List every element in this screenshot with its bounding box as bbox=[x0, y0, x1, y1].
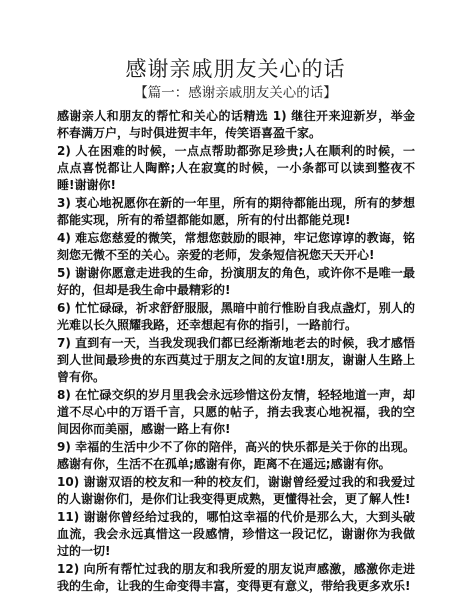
document-body bbox=[57, 108, 415, 596]
paragraph: 8) 在忙碌交织的岁月里我会永远珍惜这份友情，轻轻地道一声，却道不尽心中的万语千言，只愿的帖子，捎去我衷心地祝福，我的空间因你而美丽，感谢一路上有你! bbox=[57, 388, 415, 436]
paragraph: 感谢亲人和朋友的帮忙和关心的话精选 1) 继往开来迎新岁，举金杯春满万户，与时俱进贺丰年，传笑语喜盈千家。 bbox=[57, 109, 415, 140]
paragraph: 11) 谢谢你曾经给过我的，哪怕这幸福的代价是那么大，大到头破血流，我会永远真惜这一段感情，珍惜这一段记忆，谢谢你为我做过的一切! bbox=[57, 510, 415, 558]
paragraph: 7) 直到有一天，当我发现我们都已经渐渐地老去的时候，我才感悟到人世间最珍贵的东西莫过于朋友之间的友谊!朋友，谢谢人生路上曾有你。 bbox=[57, 336, 415, 384]
paragraph: 3) 衷心地祝愿你在新的一年里，所有的期待都能出现，所有的梦想都能实现，所有的希望都能如愿，所有的付出都能兑现! bbox=[57, 196, 415, 227]
paragraph: 4) 难忘您慈爱的微笑，常想您鼓励的眼神，牢记您谆谆的教诲，铭刻您无微不至的关心。亲爱的老师，发条短信祝您天天开心! bbox=[57, 231, 415, 262]
paragraph: 6) 忙忙碌碌，祈求舒舒服服，黑暗中前行惟盼自我点盏灯，别人的光难以长久照耀我路，还幸想起有你的指引，一路前行。 bbox=[57, 301, 415, 332]
paragraph: 12) 向所有帮忙过我的朋友和我所爱的朋友说声感激，感激你走进我的生命，让我的生命变得丰富，变得更有意义，带给我更多欢乐! bbox=[57, 562, 415, 593]
paragraph: 2) 人在困难的时候，一点点帮助都弥足珍贵;人在顺利的时候，一点点喜悦都让人陶醉;人在寂寞的时候，一小条都可以读到整夜不睡!谢谢你! bbox=[57, 144, 415, 192]
paragraph: 5) 谢谢你愿意走进我的生命，扮演朋友的角色，或许你不是唯一最好的，但却是我生命中最精彩的! bbox=[57, 266, 415, 297]
paragraph: 9) 幸福的生活中少不了你的陪伴，高兴的快乐都是关于你的出现。感谢有你，生活不在孤单;感谢有你，距离不在遥远;感谢有你。 bbox=[57, 440, 415, 471]
document-subtitle: 【篇一：感谢亲戚朋友关心的话】 bbox=[134, 85, 337, 101]
document-title: 感谢亲戚朋友关心的话 bbox=[125, 57, 346, 81]
paragraph: 10) 谢谢双语的校友和一种的校友们，谢谢曾经爱过我的和我爱过的人谢谢你们，是你们让我变得更成熟，更懂得社会，更了解人性! bbox=[57, 475, 415, 506]
